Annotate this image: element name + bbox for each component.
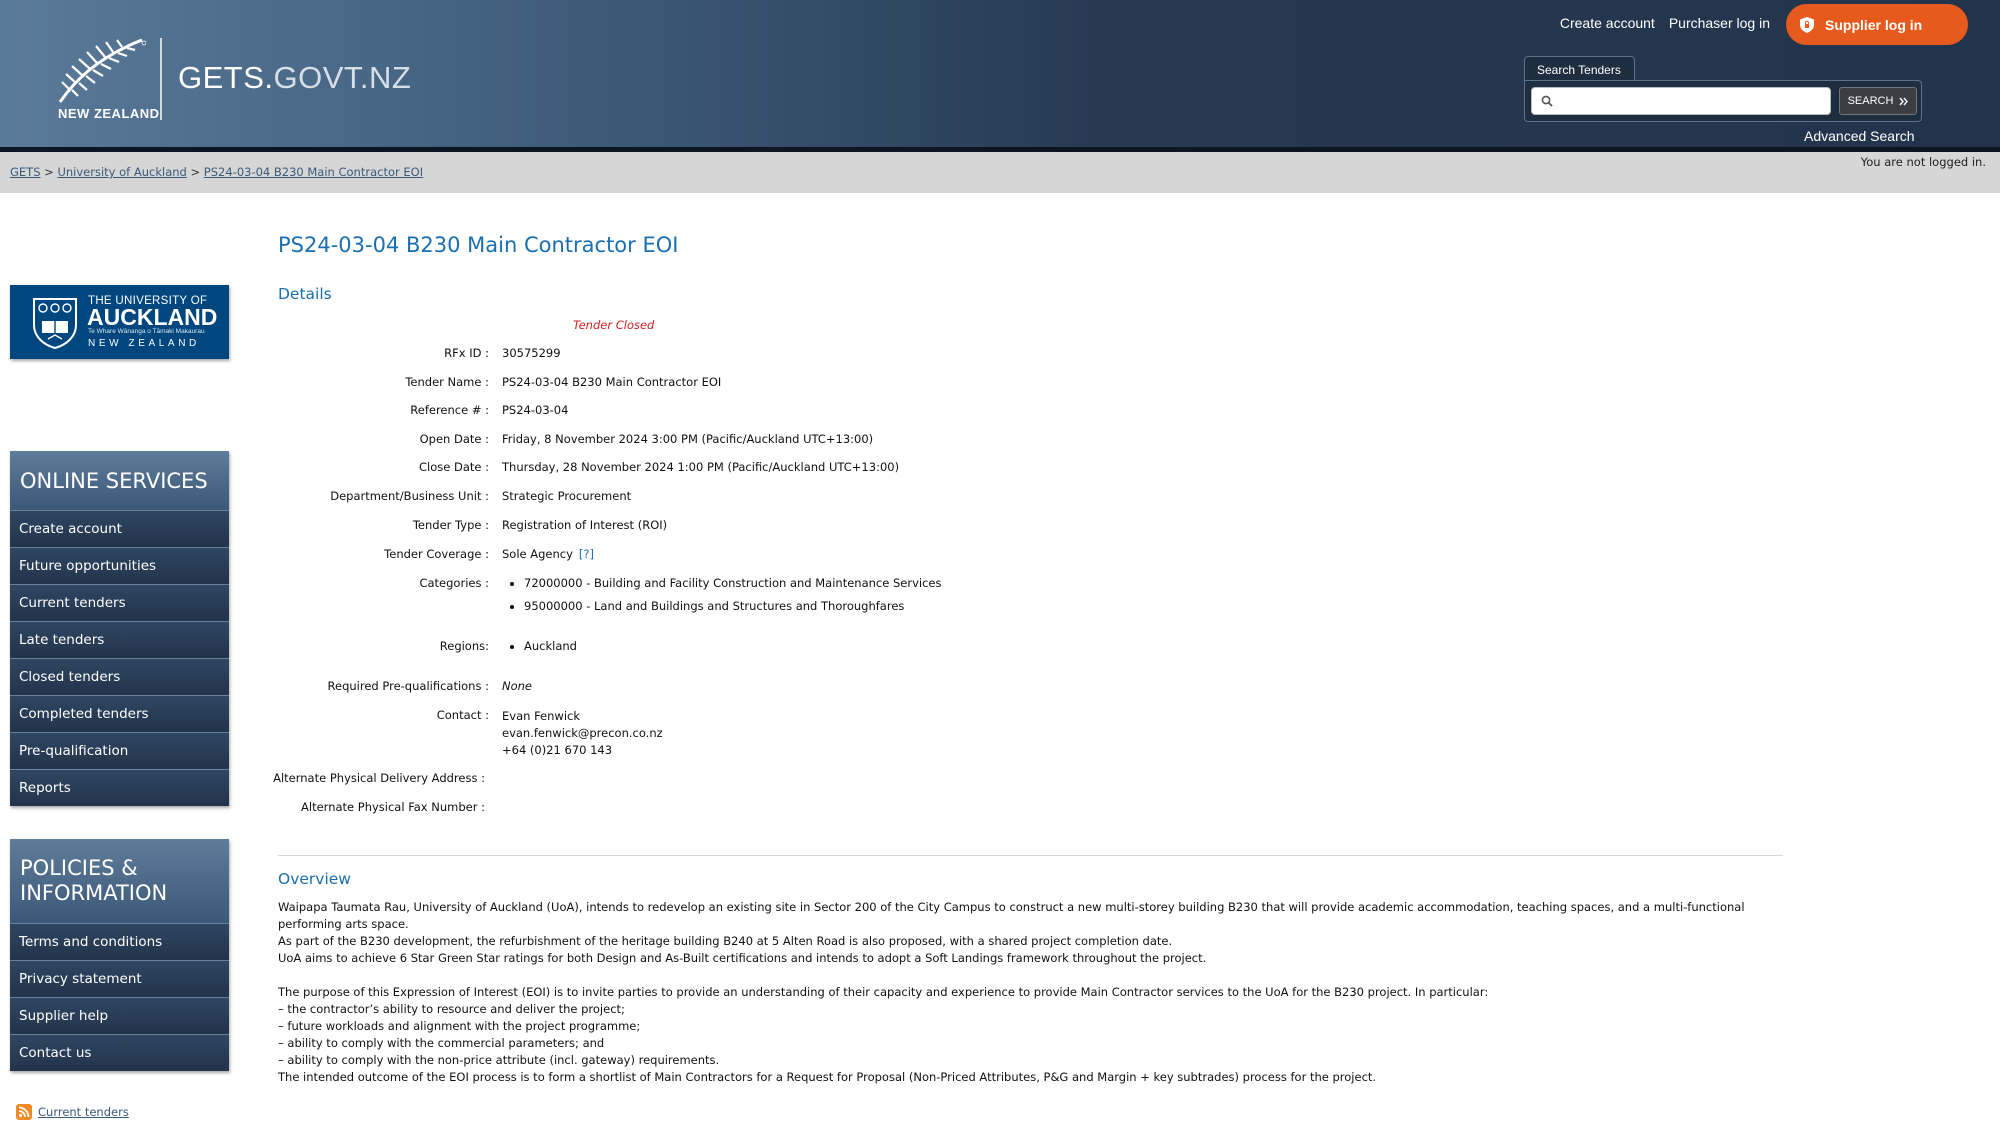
breadcrumb-university[interactable]: University of Auckland <box>57 165 187 179</box>
search-input[interactable] <box>1560 91 1825 113</box>
nav-create-account[interactable]: Create account <box>10 510 229 547</box>
policies-nav <box>10 839 229 1071</box>
policies-heading <box>10 839 229 923</box>
open-date-value: Friday, 8 November 2024 3:00 PM (Pacific/Auckland UTC+13:00) <box>502 432 874 446</box>
tender-name-label: Tender Name : <box>405 375 489 389</box>
regions-label: Regions: <box>439 639 489 653</box>
site-name-secondary: GOVT.NZ <box>273 60 412 95</box>
online-services-title: ONLINE SERVICES <box>20 468 208 493</box>
purchaser-login-link[interactable]: Purchaser log in <box>1668 15 1770 31</box>
shield-lock-icon <box>1800 17 1814 33</box>
categories-list <box>502 576 941 622</box>
nz-wordmark: NEW ZEALAND <box>58 106 160 121</box>
online-services-heading <box>10 451 229 510</box>
close-date-value: Thursday, 28 November 2024 1:00 PM (Pacific/Auckland UTC+13:00) <box>502 460 900 474</box>
search-tenders-tab[interactable]: Search Tenders <box>1524 56 1635 84</box>
tender-type-label: Tender Type : <box>412 518 489 532</box>
overview-paragraph: – ability to comply with the commercial parameters; and <box>278 1036 605 1050</box>
silver-fern-icon <box>56 38 146 104</box>
tender-coverage-text: Sole Agency <box>502 547 573 561</box>
nav-terms-and-conditions[interactable]: Terms and conditions <box>10 923 229 960</box>
overview-paragraph: Waipapa Taumata Rau, University of Auckland (UoA), intends to redevelop an existing site in Sector 200 of the City Campus to construct a new multi-storey building B230 that will provide academic accommodation, teaching spaces, and a multi-functional performing arts space. <box>278 900 1749 931</box>
department-label: Department/Business Unit : <box>330 489 489 503</box>
nav-pre-qualification[interactable]: Pre-qualification <box>10 732 229 769</box>
tender-status: Tender Closed <box>573 318 655 332</box>
rfx-id-label: RFx ID : <box>444 346 489 360</box>
university-of-auckland-logo[interactable] <box>10 285 229 359</box>
tender-coverage-value <box>502 547 594 561</box>
alt-fax-label: Alternate Physical Fax Number : <box>301 800 485 814</box>
supplier-login-button[interactable] <box>1786 4 1968 45</box>
department-value: Strategic Procurement <box>502 489 632 503</box>
account-links <box>1560 15 1770 31</box>
tender-coverage-label: Tender Coverage : <box>384 547 489 561</box>
page-title: PS24-03-04 B230 Main Contractor EOI <box>278 233 679 257</box>
search-field[interactable] <box>1531 87 1831 115</box>
rfx-id-value: 30575299 <box>502 346 561 360</box>
search-button-label: SEARCH <box>1847 95 1894 107</box>
nav-current-tenders[interactable]: Current tenders <box>10 584 229 621</box>
overview-paragraph: – ability to comply with the non-price attribute (incl. gateway) requirements. <box>278 1053 720 1067</box>
nav-reports[interactable]: Reports <box>10 769 229 806</box>
supplier-login-label: Supplier log in <box>1825 16 1923 33</box>
rss-feed-link[interactable] <box>16 1104 129 1120</box>
category-item: • 95000000 - Land and Buildings and Structures and Thoroughfares <box>524 599 941 613</box>
breadcrumb-bar <box>0 152 2000 193</box>
site-header <box>0 0 2000 148</box>
site-name[interactable] <box>178 60 411 96</box>
breadcrumb <box>10 165 423 179</box>
search-panel <box>1524 80 1922 122</box>
policies-title-line2: INFORMATION <box>20 881 168 905</box>
section-divider <box>278 855 1783 856</box>
prequal-label: Required Pre-qualifications : <box>327 679 489 693</box>
overview-text <box>278 899 1778 1086</box>
reference-value: PS24-03-04 <box>502 403 569 417</box>
site-name-primary: GETS. <box>178 60 274 95</box>
tender-name-value: PS24-03-04 B230 Main Contractor EOI <box>502 375 722 389</box>
prequal-value: None <box>502 679 533 693</box>
contact-block <box>502 708 663 759</box>
nz-government-logo[interactable] <box>56 38 160 124</box>
breadcrumb-tender[interactable]: PS24-03-04 B230 Main Contractor EOI <box>203 165 424 179</box>
overview-paragraph: UoA aims to achieve 6 Star Green Star ratings for both Design and As-Built certifications and intends to adopt a Soft Landings framework throughout the project. <box>278 951 1207 965</box>
overview-paragraph: – future workloads and alignment with the project programme; <box>278 1019 641 1033</box>
nav-future-opportunities[interactable]: Future opportunities <box>10 547 229 584</box>
open-date-label: Open Date : <box>419 432 489 446</box>
overview-paragraph: The intended outcome of the EOI process is to form a shortlist of Main Contractors for a Request for Proposal (Non-Priced Attributes, P&G and Margin + key subtrades) process for the project. <box>278 1070 1377 1084</box>
uoa-logo-line1: THE UNIVERSITY OF <box>88 295 208 307</box>
rss-current-tenders-link[interactable]: Current tenders <box>38 1105 129 1119</box>
login-status: You are not logged in. <box>1860 155 1986 169</box>
overview-paragraph: The purpose of this Expression of Interest (EOI) is to invite parties to provide an understanding of their capacity and experience to provide Main Contractor services to the UoA for the B230 project. In particular: <box>278 985 1489 999</box>
rss-icon <box>16 1104 32 1120</box>
search-icon <box>1541 95 1553 107</box>
advanced-search-link[interactable]: Advanced Search <box>1804 128 1915 144</box>
overview-paragraph: – the contractor’s ability to resource and deliver the project; <box>278 1002 625 1016</box>
alt-address-label: Alternate Physical Delivery Address : <box>273 771 485 785</box>
close-date-label: Close Date : <box>419 460 489 474</box>
online-services-nav <box>10 451 229 806</box>
nav-late-tenders[interactable]: Late tenders <box>10 621 229 658</box>
nav-contact-us[interactable]: Contact us <box>10 1034 229 1071</box>
policies-title-line1: POLICIES & <box>20 856 138 880</box>
overview-paragraph: As part of the B230 development, the refurbishment of the heritage building B240 at 5 Alten Road is also proposed, with a shared project completion date. <box>278 934 1173 948</box>
regions-list <box>502 639 577 662</box>
contact-name: Evan Fenwick <box>502 709 580 723</box>
coverage-help-link[interactable]: [?] <box>578 547 594 561</box>
uoa-logo-line4: NEW ZEALAND <box>88 338 200 349</box>
nav-completed-tenders[interactable]: Completed tenders <box>10 695 229 732</box>
reference-label: Reference # : <box>410 403 489 417</box>
tender-type-value: Registration of Interest (ROI) <box>502 518 668 532</box>
overview-paragraph <box>278 967 1778 984</box>
details-heading: Details <box>278 285 332 303</box>
uoa-logo-line3: Te Whare Wānanga o Tāmaki Makaurau <box>88 328 205 335</box>
nav-privacy-statement[interactable]: Privacy statement <box>10 960 229 997</box>
breadcrumb-separator: > <box>44 165 54 179</box>
logo-divider <box>160 38 162 120</box>
region-item: • Auckland <box>524 639 577 653</box>
breadcrumb-separator: > <box>190 165 201 179</box>
create-account-link[interactable]: Create account <box>1559 15 1655 31</box>
contact-email[interactable]: evan.fenwick@precon.co.nz <box>502 726 663 740</box>
breadcrumb-gets[interactable]: GETS <box>10 165 41 179</box>
nav-closed-tenders[interactable]: Closed tenders <box>10 658 229 695</box>
contact-label: Contact : <box>436 708 489 722</box>
double-chevron-right-icon <box>1899 97 1908 106</box>
uoa-logo-line2: AUCKLAND <box>87 304 218 330</box>
categories-label: Categories : <box>419 576 489 590</box>
contact-phone: +64 (0)21 670 143 <box>502 743 613 757</box>
nav-supplier-help[interactable]: Supplier help <box>10 997 229 1034</box>
university-crest-icon <box>32 297 78 349</box>
overview-heading: Overview <box>278 870 351 888</box>
category-item: • 72000000 - Building and Facility Construction and Maintenance Services <box>524 576 941 590</box>
search-button[interactable] <box>1839 87 1917 115</box>
